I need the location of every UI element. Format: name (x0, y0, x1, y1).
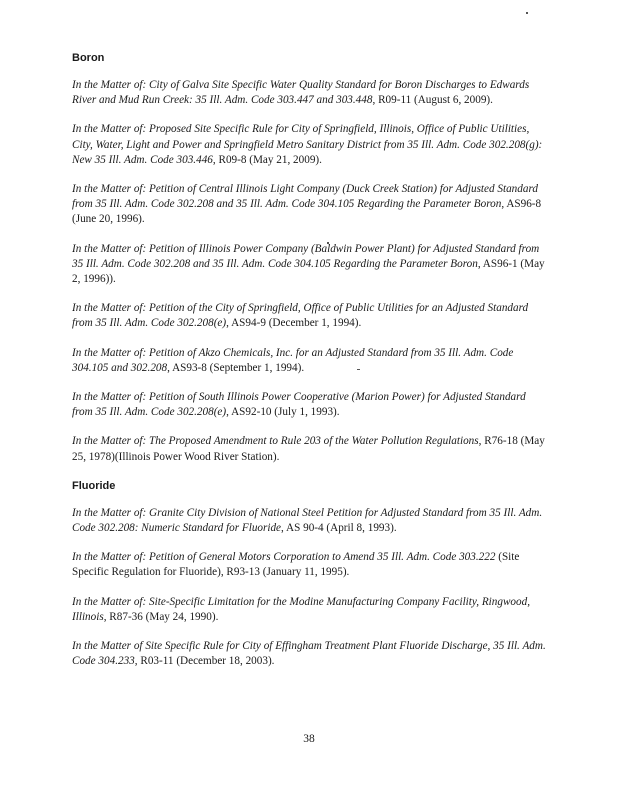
section-heading: Boron (72, 52, 105, 64)
citation-title: In the Matter of: City of Galva Site Specific Water Quality Standard for Boron Discharges to Edwards River and Mud Run Creek: 35 Ill. Adm. Code 303.447 and 303.448 (72, 79, 530, 107)
citation-title: In the Matter of: Petition of South Illinois Power Cooperative (Marion Power) for Adjusted Standard from 35 Ill. Adm. Code 302.208(e) (72, 391, 526, 419)
citation-entry (72, 182, 548, 228)
scan-speck (526, 12, 528, 14)
citation-title: In the Matter of: Petition of Central Illinois Light Company (Duck Creek Station) for Adjusted Standard from 35 Ill. Adm. Code 302.208 and 35 Ill. Adm. Code 304.105 Regarding the Parameter Boron (72, 183, 538, 211)
citation-title: In the Matter of: Petition of General Motors Corporation to Amend 35 Ill. Adm. Code 303.222 (72, 551, 496, 564)
citation-title: In the Matter of: Proposed Site Specific Rule for City of Springfield, Illinois, Office of Public Utilities, City, Water, Light and Power and Springfield Metro Sanitary District from 35 Ill. Adm. Code 302.208(g): New 35 Ill. Adm. Code 303.446 (72, 123, 543, 166)
citation-reference: , R76-18 (May 25, 1978)(Illinois Power Wood River Station). (72, 435, 545, 463)
citation-reference: , R09-8 (May 21, 2009). (212, 153, 322, 166)
citation-entry (72, 639, 548, 669)
citation-reference: , AS 90-4 (April 8, 1993). (281, 522, 397, 535)
citation-reference: , AS96-1 (May 2, 1996)). (72, 257, 545, 286)
citation-title: In the Matter of Site Specific Rule for City of Effingham Treatment Plant Fluoride Discharge, 35 Ill. Adm. Code 304.233 (72, 640, 546, 668)
citation-reference: , R03-11 (December 18, 2003). (134, 655, 275, 668)
citation-entry (72, 550, 548, 580)
citation-entry (72, 242, 548, 288)
section-fluoride (72, 479, 548, 670)
citation-reference: , AS93-8 (September 1, 1994). (167, 361, 305, 374)
page-number: 38 (303, 733, 315, 745)
citation-title: In the Matter of: Granite City Division of National Steel Petition for Adjusted Standard from 35 Ill. Adm. Code 302.208: Numeric Standard for Fluoride (72, 506, 543, 535)
citation-reference: , AS96-8 (June 20, 1996). (72, 198, 542, 226)
citation-title: In the Matter of: Site-Specific Limitation for the Modine Manufacturing Company Facility, Ringwood, Illinois (72, 595, 530, 623)
citation-title: In the Matter of: The Proposed Amendment to Rule 203 of the Water Pollution Regulations (72, 435, 479, 448)
document-body (72, 51, 548, 683)
section-heading: Fluoride (72, 479, 116, 492)
citation-entry (72, 301, 548, 331)
citation-reference: , AS94-9 (December 1, 1994). (226, 317, 362, 330)
citation-entry (72, 595, 548, 625)
citation-entry (72, 506, 548, 536)
citation-title: In the Matter of: Petition of Akzo Chemicals, Inc. for an Adjusted Standard from 35 Ill. Adm. Code 304.105 and 302.208 (72, 346, 514, 374)
citation-reference: , R09-11 (August 6, 2009). (372, 94, 493, 107)
citation-reference: (Site Specific Regulation for Fluoride), R93-13 (January 11, 1995). (72, 551, 520, 579)
citation-title: In the Matter of: Petition of the City of Springfield, Office of Public Utilities for an Adjusted Standard from 35 Ill. Adm. Code 302.208(e) (72, 302, 529, 330)
citation-entry (72, 78, 548, 108)
citation-entry (72, 346, 548, 376)
citation-entry (72, 434, 548, 464)
citation-title: In the Matter of: Petition of Illinois Power Company (Baldwin Power Plant) for Adjusted Standard from 35 Ill. Adm. Code 302.208 and 35 Ill. Adm. Code 304.105 Regarding the Parameter Boron (72, 242, 540, 270)
section-boron (72, 51, 548, 465)
citation-entry (72, 390, 548, 420)
citation-reference: , AS92-10 (July 1, 1993). (226, 406, 340, 419)
citation-reference: , R87-36 (May 24, 1990). (103, 610, 219, 623)
citation-entry (72, 122, 548, 168)
